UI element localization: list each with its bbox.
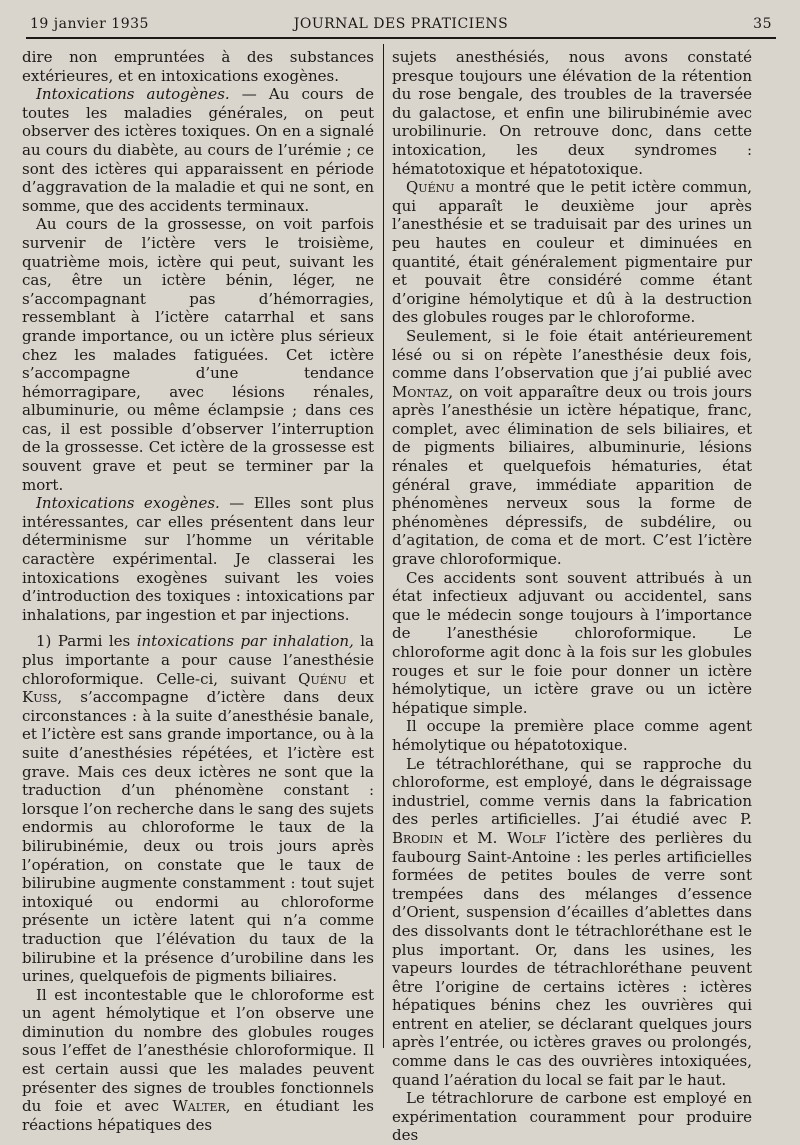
author-name: Brodin	[392, 828, 444, 847]
paragraph: Le tétrachloréthane, qui se rapproche du chloroforme, est employé, dans le dégraissage industriel, comme vernis dans la fabrication des perles artificielles. J’ai étudié avec P. Brodin et M. Wolf l’ictère des perlières du faubourg Saint-Antoine : les perles artificielles formées de petites boules de verre sont trempées dans des mélanges d’essence d’Orient, suspension d’écailles d’ablettes dans des dissolvants dont le tétrachloréthane est le plus important. Or, dans les usines, les vapeurs lourdes de tétrachloréthane peuvent être l’origine de certains ictères : ictères hépatiques bénins chez les ouvrières qui entrent en atelier, se déclarant quelques jours après l’entrée, ou ictères graves ou prolongés, comme dans le cas des ouvrières intoxiquées, quand l’aération du local se fait par le haut.	[392, 754, 752, 1089]
paragraph: Il est incontestable que le chloroforme est un agent hémolytique et l’on observe une diminution du nombre des globules rouges sous l’effet de l’anesthésie chloroformique. Il est certain aussi que les malades peuvent présenter des signes de troubles fonctionnels du foie et avec Walter, en étudiant les réactions hépatiques des	[22, 985, 375, 1134]
paragraph: Le tétrachlorure de carbone est employé en expérimentation couramment pour produire des	[392, 1089, 752, 1145]
author-name: Montaz	[392, 382, 449, 401]
section-lead: Intoxications autogènes.	[36, 85, 230, 104]
paragraph: dire non empruntées à des substances extérieures, et en intoxications exogènes.	[22, 48, 374, 85]
right-column	[392, 48, 752, 1145]
running-header	[30, 14, 772, 36]
column-divider	[383, 44, 384, 1048]
section-lead: Intoxications exogènes.	[36, 494, 220, 513]
paragraph: Ces accidents sont souvent attribués à un état infectieux adjuvant ou accidentel, sans que le médecin songe toujours à l’importance de l’anesthésie chloroformique. Le chloroforme agit donc à la fois sur les globules rouges et sur le foie pour donner un ictère hémolytique, un ictère grave ou un ictère hépatique simple.	[392, 568, 752, 717]
issue-date: 19 janvier 1935	[30, 16, 149, 32]
paragraph: sujets anesthésiés, nous avons constaté presque toujours une élévation de la rétention du rose bengale, des troubles de la traversée du galactose, et enfin une bilirubinémie avec urobilinurie. On retrouve donc, dans cette intoxication, les deux syndromes : hématotoxique et hépatotoxique.	[392, 48, 752, 178]
paragraph: Intoxications autogènes. — Au cours de toutes les maladies générales, on peut observer des ictères toxiques. On en a signalé au cours du diabète, au cours de l’urémie ; ce sont des ictères qui apparaissent en période d’aggravation de la maladie et qui ne sont, en somme, que des accidents terminaux.	[22, 85, 374, 215]
author-name: Walter	[172, 1097, 226, 1116]
author-name: Kuss	[22, 688, 58, 707]
paragraph: Quénu a montré que le petit ictère commun, qui apparaît le deuxième jour après l’anesthésie et se traduisait par des urines un peu hautes en couleur et diminuées en quantité, était généralement pigmentaire pur et pouvait être considéré comme étant d’origine hémolytique et dû à la destruction des globules rouges par le chloroforme.	[392, 178, 752, 327]
paragraph: Il occupe la première place comme agent hémolytique ou hépatotoxique.	[392, 717, 752, 754]
left-column	[22, 48, 375, 1134]
author-name: Quénu	[406, 178, 455, 197]
author-name: Wolf	[507, 828, 547, 847]
page-number: 35	[753, 16, 772, 32]
paragraph: Seulement, si le foie était antérieurement lésé ou si on répète l’anesthésie deux fois, comme dans l’observation que j’ai publié avec Montaz, on voit apparaître deux ou trois jours après l’anesthésie un ictère hépatique, franc, complet, avec élimination de sels biliaires, et de pigments biliaires, albuminurie, lésions rénales et quelquefois hématuries, état général grave, immédiate apparition de phénomènes nerveux sous la forme de phénomènes dépressifs, de subdélire, ou d’agitation, de coma et de mort. C’est l’ictère grave chloroformique.	[392, 326, 752, 569]
header-rule	[26, 37, 776, 39]
paragraph: 1) Parmi les intoxications par inhalation, la plus importante a pour cause l’anesthésie chloroformique. Celle-ci, suivant Quénu et Kuss, s’accompagne d’ictère dans deux circonstances : à la suite d’anesthésie banale, et l’ictère est sans grande importance, ou à la suite d’anesthésies répétées, et l’ictère est grave. Mais ces deux ictères ne sont que la traduction d’un phénomène constant : lorsque l’on recherche dans le sang des sujets endormis au chloroforme le taux de la bilirubinémie, deux ou trois jours après l’opération, on constate que le taux de bilirubine augmente constamment : tout sujet intoxiqué ou endormi au chloroforme présente un ictère latent qui n’a comme traduction que l’élévation du taux de la bilirubine et la présence d’urobiline dans les urines, quelquefois de pigments biliaires.	[22, 632, 375, 986]
paragraph: Intoxications exogènes. — Elles sont plus intéressantes, car elles présentent dans leur déterminisme sur l’homme un véritable caractère expérimental. Je classerai les intoxications exogènes suivant les voies d’introduction des toxiques : intoxications par inhalations, par ingestion et par injections.	[22, 494, 375, 624]
paragraph: Au cours de la grossesse, on voit parfois survenir de l’ictère vers le troisième, quatrième mois, ictère qui peut, suivant les cas, être un ictère bénin, léger, ne s’accompagnant pas d’hémorragies, ressemblant à l’ictère catarrhal et sans grande importance, ou un ictère plus sérieux chez les malades fatiguées. Cet ictère s’accompagne d’une tendance hémorragipare, avec lésions rénales, albuminurie, ou même éclampsie ; dans ces cas, il est possible d’observer l’interruption de la grossesse. Cet ictère de la grossesse est souvent grave et peut se terminer par la mort.	[22, 215, 374, 494]
journal-title: JOURNAL DES PRATICIENS	[293, 16, 509, 32]
author-name: Quénu	[298, 669, 347, 688]
